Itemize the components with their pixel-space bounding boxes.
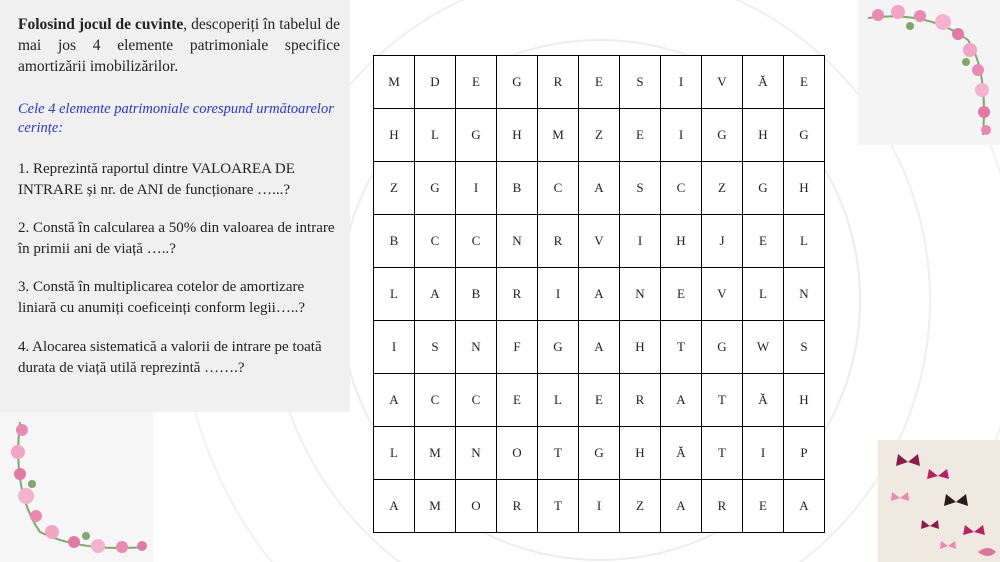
- grid-cell[interactable]: G: [743, 162, 784, 215]
- flower-icon: [0, 412, 153, 562]
- grid-cell[interactable]: R: [702, 480, 743, 533]
- grid-cell[interactable]: H: [784, 162, 825, 215]
- grid-row: [374, 109, 825, 162]
- grid-cell[interactable]: Ă: [743, 374, 784, 427]
- grid-cell[interactable]: A: [661, 374, 702, 427]
- grid-cell[interactable]: E: [579, 374, 620, 427]
- grid-cell[interactable]: S: [620, 56, 661, 109]
- grid-cell[interactable]: I: [374, 321, 415, 374]
- grid-cell[interactable]: L: [415, 109, 456, 162]
- question-4: 4. Alocarea sistematică a valorii de intrare pe toată durata de viață utilă reprezintă …….?: [18, 339, 322, 376]
- grid-cell[interactable]: I: [456, 162, 497, 215]
- grid-row: [374, 427, 825, 480]
- grid-cell[interactable]: I: [620, 215, 661, 268]
- grid-cell[interactable]: Z: [702, 162, 743, 215]
- question-2: 2. Constă în calcularea a 50% din valoarea de intrare în primii ani de viață …..?: [18, 220, 335, 257]
- grid-cell[interactable]: G: [415, 162, 456, 215]
- question-1: 1. Reprezintă raportul dintre VALOAREA DE INTRARE și nr. de ANI de funcționare …...?: [18, 161, 295, 198]
- flower-decoration-bottom-left: [0, 412, 153, 562]
- grid-cell[interactable]: H: [620, 427, 661, 480]
- grid-cell[interactable]: Ă: [661, 427, 702, 480]
- grid-cell[interactable]: R: [620, 374, 661, 427]
- grid-cell[interactable]: R: [497, 268, 538, 321]
- grid-cell[interactable]: S: [620, 162, 661, 215]
- grid-cell[interactable]: M: [415, 480, 456, 533]
- word-search-grid: [373, 55, 825, 533]
- grid-cell[interactable]: C: [456, 374, 497, 427]
- grid-cell[interactable]: G: [702, 109, 743, 162]
- grid-cell[interactable]: B: [456, 268, 497, 321]
- grid-cell[interactable]: B: [497, 162, 538, 215]
- grid-cell[interactable]: E: [743, 480, 784, 533]
- grid-cell[interactable]: S: [784, 321, 825, 374]
- grid-cell[interactable]: V: [579, 215, 620, 268]
- grid-cell[interactable]: A: [374, 374, 415, 427]
- grid-cell[interactable]: E: [579, 56, 620, 109]
- flower-decoration-top-right: [858, 0, 1000, 145]
- grid-cell[interactable]: T: [661, 321, 702, 374]
- grid-cell[interactable]: E: [497, 374, 538, 427]
- grid-cell[interactable]: I: [579, 480, 620, 533]
- grid-cell[interactable]: H: [497, 109, 538, 162]
- grid-cell[interactable]: N: [620, 268, 661, 321]
- grid-cell[interactable]: G: [784, 109, 825, 162]
- grid-cell[interactable]: E: [784, 56, 825, 109]
- grid-cell[interactable]: H: [743, 109, 784, 162]
- grid-cell[interactable]: S: [415, 321, 456, 374]
- grid-row: [374, 162, 825, 215]
- grid-cell[interactable]: V: [702, 56, 743, 109]
- grid-cell[interactable]: E: [743, 215, 784, 268]
- grid-row: [374, 268, 825, 321]
- grid-cell[interactable]: I: [661, 56, 702, 109]
- grid-cell[interactable]: T: [538, 427, 579, 480]
- grid-cell[interactable]: C: [415, 374, 456, 427]
- grid-cell[interactable]: L: [784, 215, 825, 268]
- grid-cell[interactable]: T: [538, 480, 579, 533]
- grid-cell[interactable]: J: [702, 215, 743, 268]
- grid-cell[interactable]: T: [702, 427, 743, 480]
- grid-cell[interactable]: A: [661, 480, 702, 533]
- grid-cell[interactable]: C: [538, 162, 579, 215]
- grid-cell[interactable]: A: [415, 268, 456, 321]
- grid-cell[interactable]: N: [497, 215, 538, 268]
- grid-cell[interactable]: I: [661, 109, 702, 162]
- grid-cell[interactable]: A: [374, 480, 415, 533]
- grid-cell[interactable]: G: [702, 321, 743, 374]
- grid-cell[interactable]: Z: [579, 109, 620, 162]
- grid-cell[interactable]: R: [538, 215, 579, 268]
- grid-cell[interactable]: C: [415, 215, 456, 268]
- grid-cell[interactable]: E: [620, 109, 661, 162]
- grid-cell[interactable]: Z: [374, 162, 415, 215]
- grid-cell[interactable]: N: [784, 268, 825, 321]
- grid-row: [374, 56, 825, 109]
- grid-cell[interactable]: C: [661, 162, 702, 215]
- grid-row: [374, 480, 825, 533]
- grid-cell[interactable]: B: [374, 215, 415, 268]
- butterfly-icon: [878, 440, 1000, 562]
- grid-row: [374, 215, 825, 268]
- grid-cell[interactable]: A: [579, 162, 620, 215]
- grid-cell[interactable]: V: [702, 268, 743, 321]
- grid-cell[interactable]: E: [456, 56, 497, 109]
- grid-cell[interactable]: A: [579, 268, 620, 321]
- grid-cell[interactable]: O: [456, 480, 497, 533]
- grid-cell[interactable]: O: [497, 427, 538, 480]
- intro-bold: Folosind jocul de cuvinte: [18, 16, 184, 33]
- flower-icon: [858, 0, 1000, 145]
- grid-cell[interactable]: A: [784, 480, 825, 533]
- grid-cell[interactable]: C: [456, 215, 497, 268]
- grid-cell[interactable]: L: [374, 427, 415, 480]
- grid-cell[interactable]: Z: [620, 480, 661, 533]
- grid-cell[interactable]: G: [497, 56, 538, 109]
- subtitle: Cele 4 elemente patrimoniale corespund următoarelor cerințe:: [18, 101, 334, 136]
- intro-text: [18, 14, 340, 77]
- grid-cell[interactable]: G: [579, 427, 620, 480]
- grid-cell[interactable]: M: [374, 56, 415, 109]
- intro-rest: , descoperiți în tabelul de mai jos 4 elemente patrimoniale specifice amortizării imobilizărilor.: [18, 16, 340, 75]
- grid-cell[interactable]: M: [538, 109, 579, 162]
- grid-cell[interactable]: L: [538, 374, 579, 427]
- grid-cell[interactable]: E: [661, 268, 702, 321]
- grid-cell[interactable]: P: [784, 427, 825, 480]
- grid-row: [374, 374, 825, 427]
- grid-cell[interactable]: G: [456, 109, 497, 162]
- question-3: 3. Constă în multiplicarea cotelor de amortizare liniară cu anumiți coeficeinți conform legii…..?: [18, 279, 305, 316]
- grid-cell[interactable]: G: [538, 321, 579, 374]
- grid-cell[interactable]: A: [579, 321, 620, 374]
- grid-cell[interactable]: H: [374, 109, 415, 162]
- grid-cell[interactable]: H: [620, 321, 661, 374]
- grid-cell[interactable]: H: [661, 215, 702, 268]
- grid-cell[interactable]: H: [784, 374, 825, 427]
- grid-cell[interactable]: T: [702, 374, 743, 427]
- butterfly-decoration: [878, 440, 1000, 562]
- grid-cell[interactable]: I: [743, 427, 784, 480]
- grid-cell[interactable]: D: [415, 56, 456, 109]
- grid-cell[interactable]: N: [456, 321, 497, 374]
- grid-cell[interactable]: R: [538, 56, 579, 109]
- grid-row: [374, 321, 825, 374]
- grid-cell[interactable]: Ă: [743, 56, 784, 109]
- grid-cell[interactable]: L: [743, 268, 784, 321]
- grid-cell[interactable]: N: [456, 427, 497, 480]
- grid-cell[interactable]: R: [497, 480, 538, 533]
- grid-cell[interactable]: W: [743, 321, 784, 374]
- grid-cell[interactable]: F: [497, 321, 538, 374]
- grid-cell[interactable]: L: [374, 268, 415, 321]
- grid-cell[interactable]: I: [538, 268, 579, 321]
- grid-cell[interactable]: M: [415, 427, 456, 480]
